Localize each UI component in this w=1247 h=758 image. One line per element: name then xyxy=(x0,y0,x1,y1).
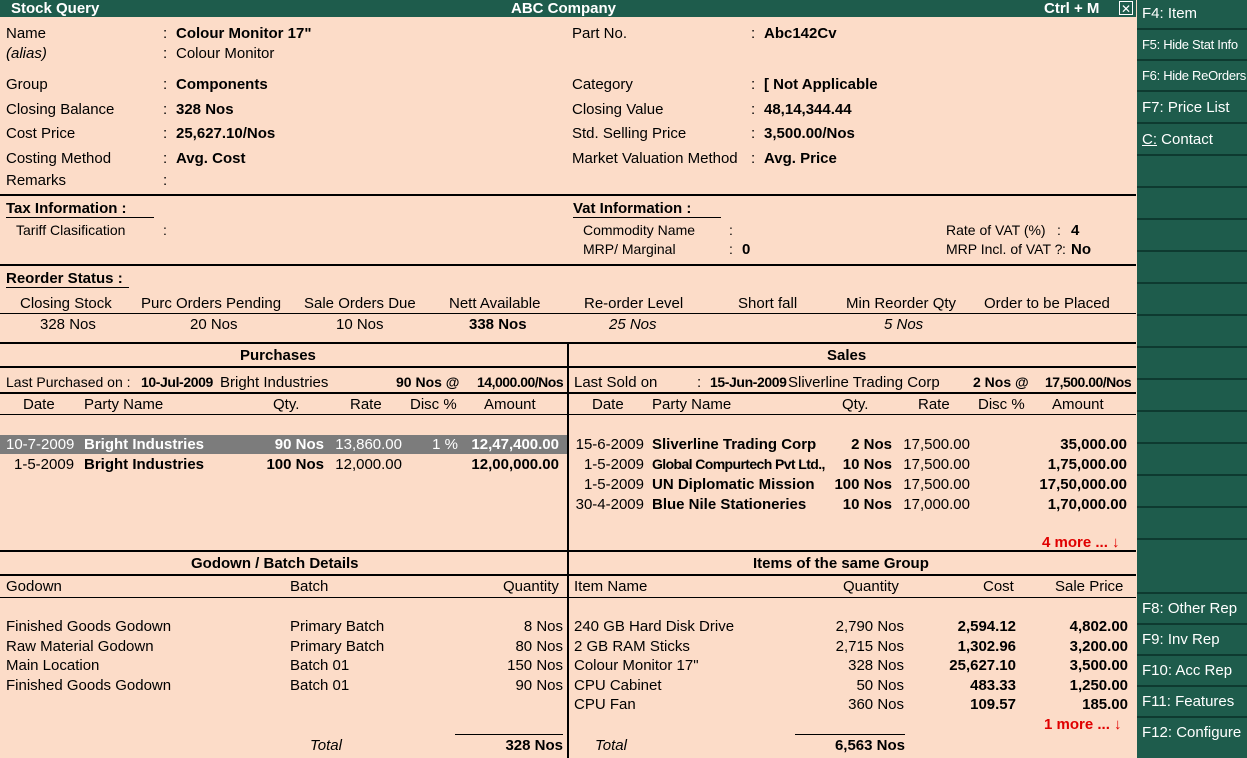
last-purchased-qty: 90 Nos @ xyxy=(396,374,460,390)
sale-party: Sliverline Trading Corp xyxy=(652,436,817,453)
group-items-title: Items of the same Group xyxy=(753,555,929,572)
alias-value: Colour Monitor xyxy=(176,45,275,62)
fkey-label: F4: xyxy=(1142,5,1164,22)
sales-header-amount: Amount xyxy=(1052,396,1104,413)
fkey-text: Features xyxy=(1175,693,1235,710)
commodity-label: Commodity Name xyxy=(583,222,696,238)
shortcut-label: Ctrl + M xyxy=(1044,0,1100,17)
colon: : xyxy=(751,76,756,93)
partno-label: Part No. xyxy=(572,25,628,42)
close-icon[interactable]: ✕ xyxy=(1120,2,1132,16)
godown-name: Raw Material Godown xyxy=(6,638,154,655)
sale-qty: 100 Nos xyxy=(834,476,892,493)
colon: : xyxy=(729,241,733,257)
group-item-price: 185.00 xyxy=(1082,696,1128,713)
godown-total-label: Total xyxy=(310,737,342,754)
window-title: Stock Query xyxy=(11,0,100,17)
company-name: ABC Company xyxy=(511,0,617,17)
group-item-cost: 25,627.10 xyxy=(949,657,1016,674)
purchases-header-party: Party Name xyxy=(84,396,164,413)
godown-name: Finished Goods Godown xyxy=(6,677,172,694)
sale-date: 1-5-2009 xyxy=(583,476,644,493)
divider xyxy=(0,194,1136,196)
contact-button[interactable] xyxy=(1137,126,1247,156)
blank-button xyxy=(1137,318,1247,348)
last-purchased-date: 10-Jul-2009 xyxy=(141,374,213,390)
godown-qty: 8 Nos xyxy=(523,618,563,635)
purchases-header-date: Date xyxy=(23,396,55,413)
underline xyxy=(573,217,721,218)
title-bar xyxy=(0,0,1136,17)
fkey-label: F6: xyxy=(1142,68,1160,83)
group-item-qty: 50 Nos xyxy=(856,677,904,694)
item-price-header: Sale Price xyxy=(1055,578,1124,595)
group-value: Components xyxy=(176,76,268,93)
colon: : xyxy=(751,150,756,167)
total-line xyxy=(455,734,563,735)
blank-button xyxy=(1137,414,1247,444)
reorder-header: Short fall xyxy=(738,295,798,312)
divider xyxy=(569,414,1136,415)
godown-qty: 90 Nos xyxy=(515,677,563,694)
group-item-cost: 2,594.12 xyxy=(957,618,1016,635)
purchase-party: Bright Industries xyxy=(84,436,205,453)
purchase-qty: 90 Nos xyxy=(274,436,324,453)
reorder-value: 25 Nos xyxy=(609,316,657,333)
hide-stat-info-button[interactable] xyxy=(1137,31,1247,61)
colon: : xyxy=(729,222,733,238)
sales-header-disc: Disc % xyxy=(978,396,1025,413)
batch-name: Primary Batch xyxy=(290,638,385,655)
purchase-rate: 12,000.00 xyxy=(335,456,402,473)
fkey-text: Other Rep xyxy=(1167,600,1238,617)
reorder-header: Closing Stock xyxy=(20,295,112,312)
sales-more-link[interactable]: 4 more ... ↓ xyxy=(1042,534,1120,551)
blank-button xyxy=(1137,510,1247,540)
sale-rate: 17,000.00 xyxy=(903,496,970,513)
group-item-name: CPU Fan xyxy=(574,696,636,713)
inv-rep-button[interactable] xyxy=(1137,626,1247,656)
features-button[interactable] xyxy=(1137,688,1247,718)
sale-date: 30-4-2009 xyxy=(575,496,644,513)
sale-date: 1-5-2009 xyxy=(583,456,644,473)
hide-reorders-button[interactable] xyxy=(1137,62,1247,92)
fkey-text: Item xyxy=(1167,5,1198,22)
colon: : xyxy=(751,101,756,118)
reorder-header: Re-order Level xyxy=(584,295,684,312)
name-value: Colour Monitor 17" xyxy=(176,25,312,42)
group-total-label: Total xyxy=(595,737,627,754)
market-valuation-label: Market Valuation Method xyxy=(572,150,738,167)
batch-name: Batch 01 xyxy=(290,657,350,674)
group-item-price: 1,250.00 xyxy=(1069,677,1128,694)
blank-button xyxy=(1137,254,1247,284)
group-item-cost: 483.33 xyxy=(970,677,1016,694)
item-name-header: Item Name xyxy=(574,578,648,595)
group-item-name: 240 GB Hard Disk Drive xyxy=(574,618,735,635)
group-item-qty: 2,715 Nos xyxy=(835,638,904,655)
divider xyxy=(0,550,1136,552)
last-sold-party: Sliverline Trading Corp xyxy=(788,374,940,391)
divider xyxy=(0,574,1136,576)
rate-vat-label: Rate of VAT (%) xyxy=(946,222,1046,238)
purchases-header-amount: Amount xyxy=(484,396,536,413)
blank-button xyxy=(1137,564,1247,594)
purchase-date: 10-7-2009 xyxy=(6,436,75,453)
reorder-header: Sale Orders Due xyxy=(304,295,416,312)
group-item-name: CPU Cabinet xyxy=(574,677,662,694)
fkey-text: Acc Rep xyxy=(1175,662,1233,679)
closing-value-value: 48,14,344.44 xyxy=(764,101,852,118)
sale-party: UN Diplomatic Mission xyxy=(652,476,815,493)
reorder-heading: Reorder Status : xyxy=(6,270,123,287)
reorder-value: 328 Nos xyxy=(40,316,96,333)
reorder-header: Order to be Placed xyxy=(984,295,1110,312)
fkey-label: F7: xyxy=(1142,99,1164,116)
divider xyxy=(0,313,1136,314)
batch-name: Batch 01 xyxy=(290,677,350,694)
reorder-header: Nett Available xyxy=(449,295,541,312)
cost-price-value: 25,627.10/Nos xyxy=(176,125,276,142)
colon: : xyxy=(163,222,167,238)
purchases-header-qty: Qty. xyxy=(273,396,300,413)
fkey-label: F10: xyxy=(1142,662,1173,679)
group-item-price: 3,200.00 xyxy=(1069,638,1128,655)
divider xyxy=(0,597,1136,598)
name-label: Name xyxy=(6,25,47,42)
reorder-value: 338 Nos xyxy=(469,316,527,333)
reorder-value: 10 Nos xyxy=(336,316,384,333)
blank-button xyxy=(1137,286,1247,316)
colon: : xyxy=(163,45,168,62)
divider xyxy=(0,366,1136,368)
colon: : xyxy=(1057,222,1061,238)
purchase-date: 1-5-2009 xyxy=(14,456,75,473)
fkey-text: Hide ReOrders xyxy=(1163,68,1246,83)
blank-button xyxy=(1137,350,1247,380)
last-sold-label: Last Sold on xyxy=(574,374,658,391)
sale-rate: 17,500.00 xyxy=(903,436,970,453)
alias-label: (alias) xyxy=(6,45,47,62)
fkey-label: C: xyxy=(1142,131,1157,148)
divider xyxy=(0,264,1136,266)
blank-button xyxy=(1137,478,1247,508)
fkey-label: F12: xyxy=(1142,724,1173,741)
godown-name: Main Location xyxy=(6,657,100,674)
purchases-title: Purchases xyxy=(240,347,316,364)
item-button[interactable] xyxy=(1137,0,1247,30)
sale-amount: 17,50,000.00 xyxy=(1039,476,1127,493)
sale-party: Blue Nile Stationeries xyxy=(652,496,807,513)
godown-qty: 80 Nos xyxy=(515,638,563,655)
purchase-qty: 100 Nos xyxy=(266,456,324,473)
sale-qty: 10 Nos xyxy=(842,496,892,513)
sale-amount: 1,70,000.00 xyxy=(1047,496,1127,513)
underline xyxy=(6,217,154,218)
vat-heading: Vat Information : xyxy=(573,200,692,217)
fkey-text: Configure xyxy=(1176,724,1242,741)
purchases-header-disc: Disc % xyxy=(410,396,457,413)
godown-title: Godown / Batch Details xyxy=(191,555,359,572)
sales-header-date: Date xyxy=(592,396,624,413)
sale-amount: 35,000.00 xyxy=(1060,436,1127,453)
mrp-incl-value: No xyxy=(1071,241,1091,258)
blank-button xyxy=(1137,222,1247,252)
purchase-party: Bright Industries xyxy=(84,456,205,473)
cost-price-label: Cost Price xyxy=(6,125,76,142)
sale-qty: 10 Nos xyxy=(842,456,892,473)
fkey-text: Hide Stat Info xyxy=(1163,37,1238,52)
category-value: [ Not Applicable xyxy=(764,76,878,93)
colon: : xyxy=(163,101,168,118)
purchase-disc: 1 % xyxy=(432,436,458,453)
reorder-value: 5 Nos xyxy=(884,316,924,333)
mrp-value: 0 xyxy=(742,241,751,258)
colon: : xyxy=(163,76,168,93)
acc-rep-button[interactable] xyxy=(1137,657,1247,687)
colon: : xyxy=(163,172,168,189)
group-item-qty: 2,790 Nos xyxy=(835,618,904,635)
godown-qty: 150 Nos xyxy=(507,657,563,674)
total-line xyxy=(795,734,905,735)
last-sold-date: 15-Jun-2009 xyxy=(710,374,787,390)
sale-qty: 2 Nos xyxy=(851,436,892,453)
fkey-text: Inv Rep xyxy=(1167,631,1220,648)
closing-balance-value: 328 Nos xyxy=(176,101,234,118)
reorder-header: Purc Orders Pending xyxy=(141,295,282,312)
colon: : xyxy=(163,125,168,142)
sales-header-rate: Rate xyxy=(918,396,950,413)
last-sold-qty: 2 Nos @ xyxy=(973,374,1029,390)
price-list-button[interactable] xyxy=(1137,94,1247,124)
purchase-rate: 13,860.00 xyxy=(335,436,402,453)
group-total-value: 6,563 Nos xyxy=(834,737,905,754)
colon: : xyxy=(751,125,756,142)
fkey-label: F9: xyxy=(1142,631,1164,648)
batch-name: Primary Batch xyxy=(290,618,385,635)
sales-header-party: Party Name xyxy=(652,396,732,413)
mrp-incl-label: MRP Incl. of VAT ? xyxy=(946,241,1063,257)
blank-button xyxy=(1137,190,1247,220)
underline xyxy=(6,287,129,288)
reorder-header: Min Reorder Qty xyxy=(846,295,957,312)
tax-heading: Tax Information : xyxy=(6,200,127,217)
partno-value: Abc142Cv xyxy=(764,25,837,42)
std-selling-value: 3,500.00/Nos xyxy=(764,125,855,142)
last-sold-rate: 17,500.00/Nos xyxy=(1045,374,1132,390)
group-item-qty: 360 Nos xyxy=(848,696,904,713)
fkey-text: Price List xyxy=(1167,99,1230,116)
item-cost-header: Cost xyxy=(983,578,1014,595)
sales-title: Sales xyxy=(827,347,867,364)
group-item-cost: 109.57 xyxy=(970,696,1016,713)
divider xyxy=(0,414,567,415)
colon: : xyxy=(163,25,168,42)
sale-rate: 17,500.00 xyxy=(903,456,970,473)
std-selling-label: Std. Selling Price xyxy=(572,125,687,142)
configure-button[interactable] xyxy=(1137,719,1247,758)
fkey-text: Contact xyxy=(1161,131,1213,148)
rate-vat-value: 4 xyxy=(1071,222,1080,239)
last-purchased-party: Bright Industries xyxy=(220,374,329,391)
godown-header: Godown xyxy=(6,578,62,595)
quantity-header: Quantity xyxy=(503,578,559,595)
mrp-label: MRP/ Marginal xyxy=(583,241,676,257)
blank-button xyxy=(1137,158,1247,188)
closing-value-label: Closing Value xyxy=(572,101,664,118)
sales-header-qty: Qty. xyxy=(842,396,869,413)
group-items-more-link[interactable]: 1 more ... ↓ xyxy=(1044,716,1122,733)
group-item-name: Colour Monitor 17" xyxy=(574,657,699,674)
sale-date: 15-6-2009 xyxy=(575,436,644,453)
sale-rate: 17,500.00 xyxy=(903,476,970,493)
costing-method-label: Costing Method xyxy=(6,150,112,167)
colon: : xyxy=(1062,241,1066,257)
tariff-label: Tariff Clasification xyxy=(16,222,126,238)
fkey-label: F5: xyxy=(1142,37,1160,52)
group-item-qty: 328 Nos xyxy=(848,657,904,674)
purchases-header-rate: Rate xyxy=(350,396,382,413)
purchase-amount: 12,00,000.00 xyxy=(471,456,559,473)
colon: : xyxy=(751,25,756,42)
group-item-price: 3,500.00 xyxy=(1069,657,1128,674)
godown-name: Finished Goods Godown xyxy=(6,618,172,635)
last-purchased-label: Last Purchased on : xyxy=(6,374,131,390)
category-label: Category xyxy=(572,76,633,93)
reorder-value: 20 Nos xyxy=(190,316,238,333)
blank-button xyxy=(1137,382,1247,412)
costing-method-value: Avg. Cost xyxy=(176,150,246,167)
group-item-cost: 1,302.96 xyxy=(957,638,1016,655)
colon: : xyxy=(163,150,168,167)
sale-party: Global Compurtech Pvt Ltd., xyxy=(652,456,825,472)
colon: : xyxy=(697,374,702,391)
remarks-label: Remarks xyxy=(6,172,67,189)
market-valuation-value: Avg. Price xyxy=(764,150,837,167)
blank-button xyxy=(1137,446,1247,476)
group-item-name: 2 GB RAM Sticks xyxy=(574,638,690,655)
batch-header: Batch xyxy=(290,578,329,595)
group-label: Group xyxy=(6,76,48,93)
other-rep-button[interactable] xyxy=(1137,595,1247,625)
last-purchased-rate: 14,000.00/Nos xyxy=(477,374,564,390)
purchase-amount: 12,47,400.00 xyxy=(471,436,559,453)
godown-total-value: 328 Nos xyxy=(505,737,563,754)
fkey-label: F11: xyxy=(1142,693,1171,710)
sale-amount: 1,75,000.00 xyxy=(1047,456,1127,473)
group-item-price: 4,802.00 xyxy=(1069,618,1128,635)
divider xyxy=(0,392,1136,394)
closing-balance-label: Closing Balance xyxy=(6,101,115,118)
item-qty-header: Quantity xyxy=(843,578,899,595)
fkey-label: F8: xyxy=(1142,600,1164,617)
